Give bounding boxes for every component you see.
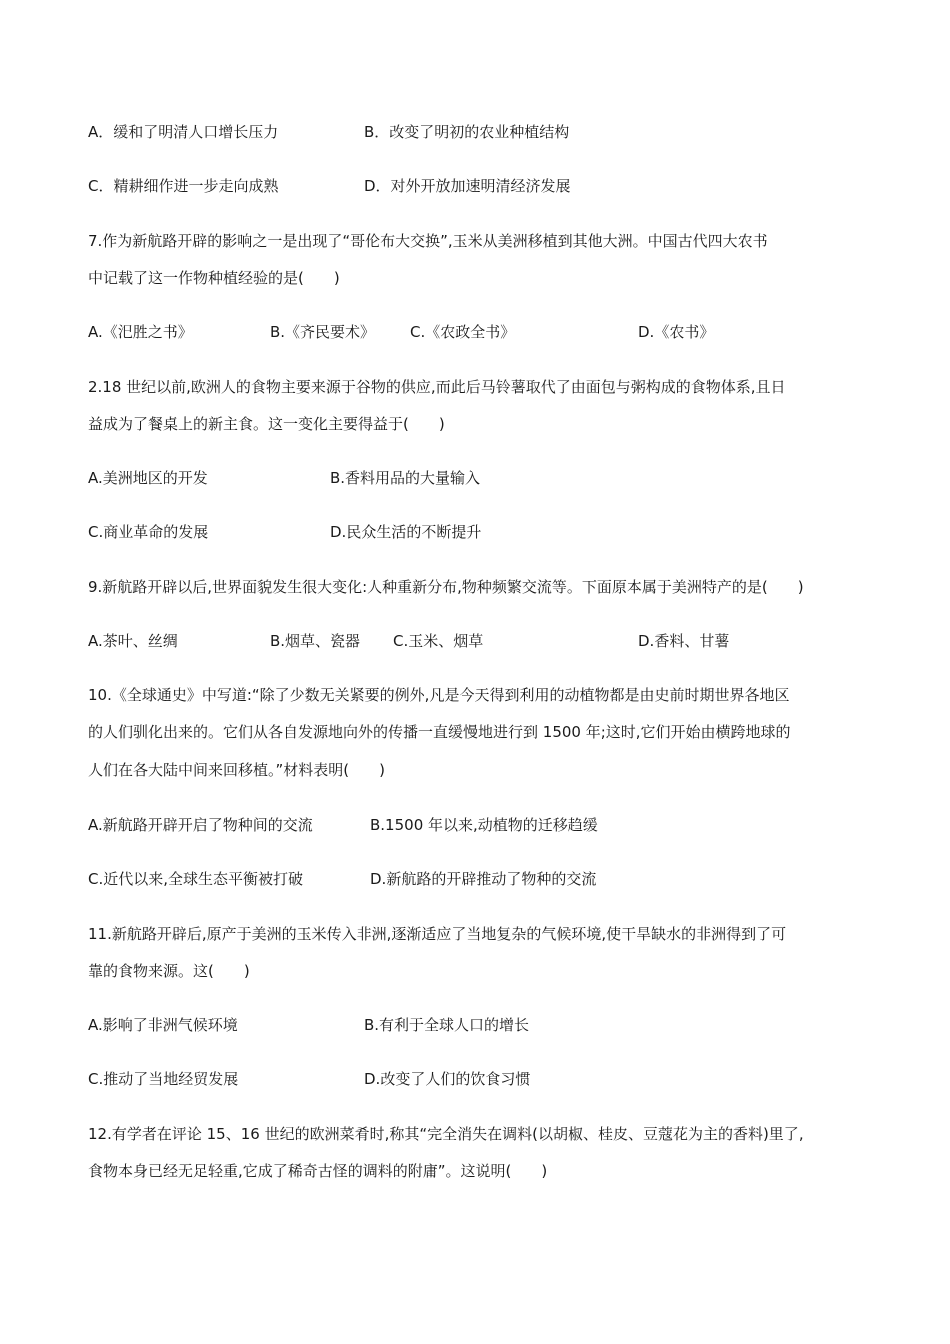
q7-option-c: C.《农政全书》 xyxy=(410,323,516,341)
q8-option-b: B.香料用品的大量输入 xyxy=(330,469,481,487)
q8-stem-line1: 2.18 世纪以前,欧洲人的食物主要来源于谷物的供应,而此后马铃薯取代了由面包与粥构成的食物体系,且日 xyxy=(88,378,786,396)
q11-stem-line2: 靠的食物来源。这( ) xyxy=(88,962,250,980)
q10-option-c: C.近代以来,全球生态平衡被打破 xyxy=(88,870,304,888)
q8-option-a: A.美洲地区的开发 xyxy=(88,469,208,487)
q12-stem-line1: 12.有学者在评论 15、16 世纪的欧洲菜肴时,称其“完全消失在调料(以胡椒、桂皮、豆蔻花为主的香料)里了, xyxy=(88,1125,804,1143)
q7-stem-line2: 中记载了这一作物种植经验的是( ) xyxy=(88,269,340,287)
q10-option-d: D.新航路的开辟推动了物种的交流 xyxy=(370,870,597,888)
q7-option-b: B.《齐民要术》 xyxy=(270,323,376,341)
q10-stem-line3: 人们在各大陆中间来回移植。”材料表明( ) xyxy=(88,761,385,779)
q6-option-a: A．缓和了明清人口增长压力 xyxy=(88,123,279,141)
q11-option-a: A.影响了非洲气候环境 xyxy=(88,1016,238,1034)
q10-stem-line2: 的人们驯化出来的。它们从各自发源地向外的传播一直缓慢地进行到 1500 年;这时,它们开始由横跨地球的 xyxy=(88,723,791,741)
q7-stem-line1: 7.作为新航路开辟的影响之一是出现了“哥伦布大交换”,玉米从美洲移植到其他大洲。中国古代四大农书 xyxy=(88,232,768,250)
q11-stem-line1: 11.新航路开辟后,原产于美洲的玉米传入非洲,逐渐适应了当地复杂的气候环境,使干旱缺水的非洲得到了可 xyxy=(88,925,787,943)
q6-option-d: D．对外开放加速明清经济发展 xyxy=(364,177,571,195)
q8-option-d: D.民众生活的不断提升 xyxy=(330,523,482,541)
q11-option-c: C.推动了当地经贸发展 xyxy=(88,1070,239,1088)
q9-option-b: B.烟草、瓷器 xyxy=(270,632,361,650)
q7-option-d: D.《农书》 xyxy=(638,323,715,341)
q8-stem-line2: 益成为了餐桌上的新主食。这一变化主要得益于( ) xyxy=(88,415,445,433)
q6-option-c: C．精耕细作进一步走向成熟 xyxy=(88,177,279,195)
q11-option-b: B.有利于全球人口的增长 xyxy=(364,1016,530,1034)
q9-option-d: D.香料、甘薯 xyxy=(638,632,730,650)
q8-option-c: C.商业革命的发展 xyxy=(88,523,209,541)
q9-option-a: A.茶叶、丝绸 xyxy=(88,632,178,650)
q9-option-c: C.玉米、烟草 xyxy=(393,632,484,650)
q6-option-b: B．改变了明初的农业种植结构 xyxy=(364,123,570,141)
q9-stem-line1: 9.新航路开辟以后,世界面貌发生很大变化:人种重新分布,物种频繁交流等。下面原本属于美洲特产的是( ) xyxy=(88,578,804,596)
q10-option-a: A.新航路开辟开启了物种间的交流 xyxy=(88,816,313,834)
q10-option-b: B.1500 年以来,动植物的迁移趋缓 xyxy=(370,816,598,834)
q11-option-d: D.改变了人们的饮食习惯 xyxy=(364,1070,531,1088)
q10-stem-line1: 10.《全球通史》中写道:“除了少数无关紧要的例外,凡是今天得到利用的动植物都是由史前时期世界各地区 xyxy=(88,686,790,704)
q7-option-a: A.《汜胜之书》 xyxy=(88,323,193,341)
q12-stem-line2: 食物本身已经无足轻重,它成了稀奇古怪的调料的附庸”。这说明( ) xyxy=(88,1162,548,1180)
